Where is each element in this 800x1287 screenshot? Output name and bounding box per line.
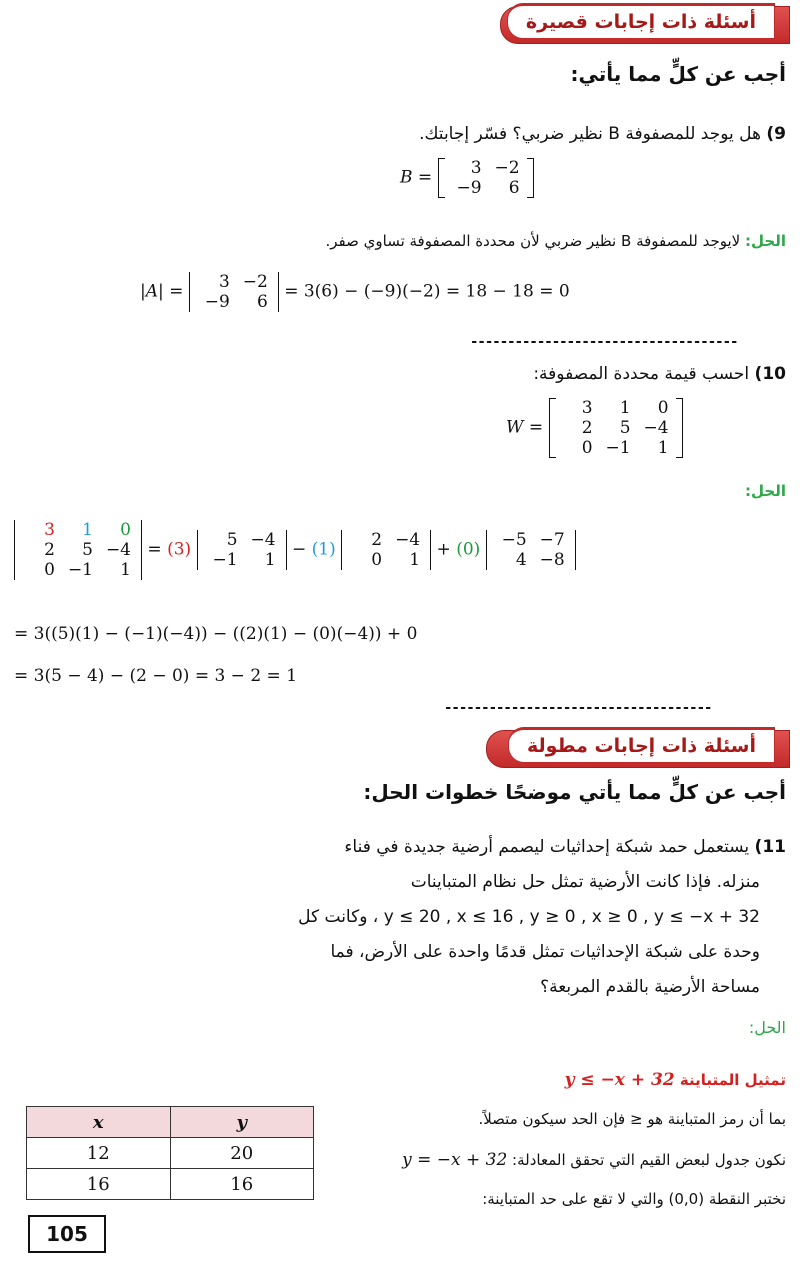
q11-text1: بما أن رمز المتباينة هو ≤ فإن الحد سيكون متصلاً. — [478, 1110, 786, 1128]
matrix-cell: 3 — [581, 398, 593, 418]
q11-text2 — [336, 1150, 786, 1170]
minor-1 — [197, 530, 287, 570]
matrix-cell: 2 — [371, 530, 383, 550]
q10-solution-label: الحل: — [745, 482, 786, 500]
coef-3: (0) — [456, 539, 481, 560]
q11-text3: نختبر النقطة (0,0) والتي لا تقع على حد المتباينة: — [482, 1190, 786, 1208]
graph-title: تمثيل المتباينة — [679, 1071, 786, 1089]
coef-2: (1) — [311, 539, 336, 560]
coef-1: (3) — [167, 539, 192, 560]
q11-line: وحدة على شبكة الإحداثيات تمثل قدمًا واحدة على الأرض، فما — [330, 942, 760, 962]
q10-expansion — [14, 520, 576, 580]
q10-question — [86, 364, 786, 384]
section-title-short: أسئلة ذات إجابات قصيرة — [507, 3, 775, 39]
q9-text: هل يوجد للمصفوفة B نظير ضربي؟ فسّر إجابتك. — [419, 124, 761, 144]
q11-text2-label: نكون جدول لبعض القيم التي تحقق المعادلة: — [512, 1151, 786, 1169]
instruction-short: أجب عن كلٍّ مما يأتي: — [570, 62, 786, 86]
table-cell: 16 — [27, 1169, 171, 1200]
equals-sign: = — [147, 539, 162, 560]
table-cell: 20 — [170, 1138, 314, 1169]
q10-matrix-brackets — [549, 398, 683, 458]
matrix-cell: 0 — [371, 550, 383, 570]
q9-matrix-label: B = — [400, 167, 433, 188]
minor-3 — [486, 530, 576, 570]
q11-line: y ≤ 20 , x ≤ 16 , y ≥ 0 , x ≥ 0 , y ≤ −x + 32 ، وكانت كل — [298, 907, 760, 927]
matrix-cell: −8 — [539, 550, 565, 570]
matrix-cell: −7 — [539, 530, 565, 550]
q11-solution-label: الحل: — [748, 1018, 786, 1037]
q9-solution — [26, 232, 786, 250]
q11-question — [226, 830, 786, 1005]
table-cell: 12 — [27, 1138, 171, 1169]
q9-question — [86, 124, 786, 144]
q9-matrix — [400, 158, 534, 198]
section-banner-short — [500, 6, 790, 44]
matrix-cell: −9 — [204, 292, 230, 312]
table-header-x: x — [27, 1107, 171, 1138]
q10-number: 10) — [754, 364, 786, 384]
graph-inequality: y ≤ −x + 32 — [564, 1070, 675, 1090]
matrix-cell: 6 — [508, 178, 520, 198]
page-number: 105 — [28, 1215, 106, 1253]
matrix-cell: −9 — [456, 178, 482, 198]
values-table — [26, 1106, 314, 1200]
section-title-long: أسئلة ذات إجابات مطولة — [508, 727, 775, 763]
matrix-cell: 1 — [82, 520, 93, 540]
matrix-cell: 2 — [581, 418, 593, 438]
q11-line-text: يستعمل حمد شبكة إحداثيات ليصمم أرضية جديدة في فناء — [344, 837, 750, 857]
matrix-cell: −1 — [605, 438, 631, 458]
q9-determinant — [140, 272, 570, 312]
minus-sign: − — [291, 539, 307, 560]
q11-graph-heading — [286, 1070, 786, 1090]
divider-2: ------------------------------------ — [444, 700, 712, 716]
matrix-cell: −4 — [395, 530, 421, 550]
q10-det-matrix — [14, 520, 142, 580]
matrix-cell: 3 — [470, 158, 482, 178]
q11-line: منزله. فإذا كانت الأرضية تمثل حل نظام المتباينات — [410, 872, 760, 892]
q10-line3: = 3(5 − 4) − (2 − 0) = 3 − 2 = 1 — [14, 666, 298, 686]
matrix-cell: −4 — [105, 540, 131, 560]
table-header-row — [27, 1107, 314, 1138]
matrix-cell: −2 — [242, 272, 268, 292]
matrix-cell: −4 — [250, 530, 276, 550]
table-row — [27, 1169, 314, 1200]
matrix-cell: −1 — [212, 550, 238, 570]
matrix-cell: 0 — [657, 398, 669, 418]
matrix-cell: 0 — [120, 520, 131, 540]
plus-sign: + — [436, 539, 451, 560]
table-row — [27, 1138, 314, 1169]
matrix-cell: 1 — [264, 550, 276, 570]
table-header-y: y — [170, 1107, 314, 1138]
q9-solution-text: لايوجد للمصفوفة B نظير ضربي لأن محددة المصفوفة تساوي صفر. — [325, 232, 741, 250]
q9-det-matrix — [189, 272, 279, 312]
matrix-cell: 1 — [619, 398, 631, 418]
matrix-cell: 5 — [226, 530, 238, 550]
matrix-cell: 5 — [82, 540, 93, 560]
q10-matrix — [506, 398, 683, 458]
matrix-cell: 4 — [515, 550, 527, 570]
q11-line — [226, 830, 786, 865]
matrix-cell: 0 — [581, 438, 593, 458]
matrix-cell: 3 — [218, 272, 230, 292]
matrix-cell: 1 — [120, 560, 131, 580]
q10-text: احسب قيمة محددة المصفوفة: — [533, 364, 750, 384]
matrix-cell: 5 — [619, 418, 631, 438]
instruction-long: أجب عن كلٍّ مما يأتي موضحًا خطوات الحل: — [363, 780, 786, 804]
matrix-cell: −4 — [643, 418, 669, 438]
q11-text2-eq: y = −x + 32 — [402, 1150, 508, 1170]
matrix-cell: 1 — [657, 438, 669, 458]
matrix-cell: −2 — [494, 158, 520, 178]
section-banner-long — [486, 730, 790, 768]
divider-1: ------------------------------------ — [470, 334, 738, 350]
matrix-cell: 6 — [256, 292, 268, 312]
q11-number: 11) — [754, 837, 786, 857]
matrix-cell: −5 — [501, 530, 527, 550]
q9-det-label: |A| = — [140, 281, 184, 302]
q10-matrix-label: W = — [506, 417, 544, 438]
table-cell: 16 — [170, 1169, 314, 1200]
matrix-cell: −1 — [67, 560, 93, 580]
q11-line: مساحة الأرضية بالقدم المربعة؟ — [540, 977, 760, 997]
q9-number: 9) — [766, 124, 786, 144]
q9-solution-label: الحل: — [745, 232, 786, 250]
minor-2 — [341, 530, 431, 570]
q9-matrix-brackets — [438, 158, 534, 198]
matrix-cell: 1 — [409, 550, 421, 570]
matrix-cell: 0 — [44, 560, 55, 580]
matrix-cell: 3 — [44, 520, 55, 540]
q9-det-result: = 3(6) − (−9)(−2) = 18 − 18 = 0 — [284, 281, 570, 302]
matrix-cell: 2 — [44, 540, 55, 560]
q10-line2: = 3((5)(1) − (−1)(−4)) − ((2)(1) − (0)(−4)) + 0 — [14, 624, 418, 644]
